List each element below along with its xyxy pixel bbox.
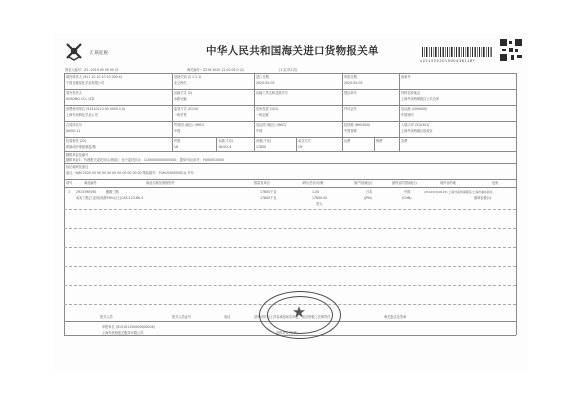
consumer-label: 消费使用单位 (91310110 00 0000 0 X)	[66, 107, 126, 111]
tax-nature-label: 征免性质 (101)	[256, 107, 279, 111]
page-indicator: (1 页/共1页)	[279, 68, 298, 72]
attachments-label: 随附单证及编号	[66, 153, 89, 157]
deal-mode-label: 成交方式	[298, 139, 311, 143]
goods-origin: 日本	[366, 190, 373, 194]
supervision-label: 监管方式 (0110)	[174, 107, 199, 111]
package-label: 包装种类 (22)	[66, 139, 87, 143]
goods-name: 醋酸丁酯	[106, 190, 119, 194]
shipper-value: VUSONG CO., LTD	[66, 97, 95, 101]
import-date-label: 进口日期	[256, 75, 269, 79]
vessel-label: 运输工具名称及航次号	[256, 91, 288, 95]
goods-col-name: 商品名称及规格型号	[146, 181, 175, 185]
marks-value: 备注：N/M 2020 00 00 00 00 00 00 00 00 00 00 集装箱号：TGHU0000000(1) 车号	[66, 171, 194, 175]
gross-weight-value: 18102.4	[218, 145, 232, 149]
goods-col-dest: 最终目的国(地区)	[392, 181, 417, 185]
goods-spec: 4|3|丁酯|工业用|纯度99%以上|CAS:123-86-4	[76, 196, 144, 200]
goods-col-origin: 原产国(地区)	[354, 181, 373, 185]
goods-currency: 美元	[316, 202, 323, 206]
declare-date-label: 申报日期	[344, 75, 357, 79]
form-title: 中华人民共和国海关进口货物报关单	[206, 45, 379, 57]
pieces-label: 件数	[174, 139, 181, 143]
goods-col-no: 项号	[66, 181, 73, 185]
goods-col-exemption: 征免	[492, 181, 499, 185]
goods-place-label: 货物存放地点	[401, 91, 421, 95]
qr-code-icon	[500, 39, 522, 61]
contract-label: 合同协议号	[66, 123, 82, 127]
misc-fee-label: 杂费	[401, 139, 408, 143]
declarant-cert-label: 报关人员证号	[172, 315, 192, 319]
goods-dest: 中国	[404, 190, 411, 194]
gross-weight-label: 毛重(千克)	[218, 139, 234, 143]
goods-price: 1.00	[312, 190, 320, 194]
net-weight-value: 17800	[256, 145, 267, 149]
goods-exemption: 照章征税(1)	[474, 196, 492, 200]
goods-origin-code: (JPN)	[364, 196, 372, 200]
transport-mode-value: 水路运输	[174, 97, 187, 101]
goods-no: 1	[68, 190, 71, 194]
tax-nature-value: 一般征税	[256, 113, 269, 117]
declare-date-value: 2020-05-03	[344, 81, 363, 85]
entry-number: 海关编号：Z219 2020 12 00 05 0 (2)	[187, 68, 245, 72]
goods-dest-code: (CHN)	[402, 196, 412, 200]
logo	[64, 41, 84, 61]
goods-qty-2: 17800千克	[260, 196, 277, 200]
trade-country-label: 贸易国 (地区) (HKG)	[174, 123, 204, 127]
statement-text: 兹申明对以上内容承担如实申报、依法纳税之法律责任	[254, 315, 331, 319]
goods-col-price: 单价/总价/币制	[302, 181, 324, 185]
bill-of-lading-label: 提运单号	[344, 91, 357, 95]
departure-port-label: 启运港 (CHN000)	[401, 107, 428, 111]
supervision-value: 一般贸易	[174, 113, 187, 117]
freight-label: 运费	[344, 139, 351, 143]
transit-port-value: 中国香港	[344, 129, 357, 133]
package-value: 纸制或纤维板制盒/箱	[66, 145, 96, 149]
insurance-label: 保费	[376, 139, 383, 143]
declaring-unit-label: 申报单位 (91310115000000000X)	[102, 325, 155, 329]
logo-text: 汇联征税	[90, 51, 108, 56]
goods-code: 2915390090	[76, 190, 97, 194]
entry-port-value: 上海外高桥港区检疫区	[401, 129, 433, 133]
declarant-label: 报关人员	[100, 315, 113, 319]
entry-port-label: 入境口岸 (310301)	[401, 123, 430, 127]
barcode-number: v221520201000436118*	[420, 59, 476, 63]
goods-col-district: 境内目的地	[440, 181, 456, 185]
goods-col-code: 商品编号	[84, 181, 97, 185]
import-date-value: 2020-05-03	[256, 81, 275, 85]
origin-country-label: 启运国 (地区) (HKG)	[256, 123, 286, 127]
transit-port-label: 经停港 (HKG000)	[344, 123, 371, 127]
barcode-icon	[422, 47, 492, 57]
consumer-value: 上海外高桥化学品公司	[66, 113, 98, 117]
transport-mode-label: 运输方式 (2)	[174, 91, 193, 95]
import-port-value: 北仑海关	[174, 81, 187, 85]
consignee-label: 境内收货人 (911 10 10 10 10 000 X)	[66, 75, 123, 79]
pieces-value: 18	[174, 145, 179, 149]
goods-total: 17800.00	[312, 196, 328, 200]
customs-declaration-form	[54, 33, 528, 373]
net-weight-label: 净重(千克)	[256, 139, 272, 143]
unit-seal-label: 申报单位(签章)	[276, 331, 298, 335]
departure-port-value: 中国境内	[401, 113, 414, 117]
goods-place-value: 上海外高桥保税区公共仓库	[401, 97, 440, 101]
shipper-label: 境外发货人	[66, 91, 82, 95]
attachments-value: 随附单证1：代理报关委托协议(纸质)；电子委托协议：1100000000000000；提单号/运单号：YJ000010000	[66, 158, 224, 162]
license-label: 许可证号	[344, 107, 357, 111]
origin-country-value: 中国	[256, 129, 263, 133]
import-port-label: 进境关别 (2 1 2 1)	[174, 75, 202, 79]
goods-district: (31122/310115) 上海外高桥保税区/上海市浦东新区	[424, 190, 493, 194]
customs-remarks-label: 海关批注及签章	[384, 315, 407, 319]
trade-country-value: 中国	[174, 129, 181, 133]
goods-col-qty: 数量及单位	[254, 181, 270, 185]
goods-qty-1: 17800千克	[260, 190, 277, 194]
pre-entry-number: 预录入编号：Z1--2019 00 00 00 (5	[65, 68, 119, 72]
seal-star-icon	[293, 306, 305, 318]
marks-label: 标记唛码及备注	[66, 165, 89, 169]
phone-label: 电话	[224, 315, 231, 319]
contract-value: JA000-11	[66, 129, 81, 133]
deal-mode-value: CIF	[298, 145, 303, 149]
consignee-value: 宁波北极星化学品有限公司	[66, 81, 105, 85]
declaring-unit-value: 上海外高桥报关服务有限公司	[102, 331, 144, 335]
record-number-label: 备案号	[401, 75, 411, 79]
